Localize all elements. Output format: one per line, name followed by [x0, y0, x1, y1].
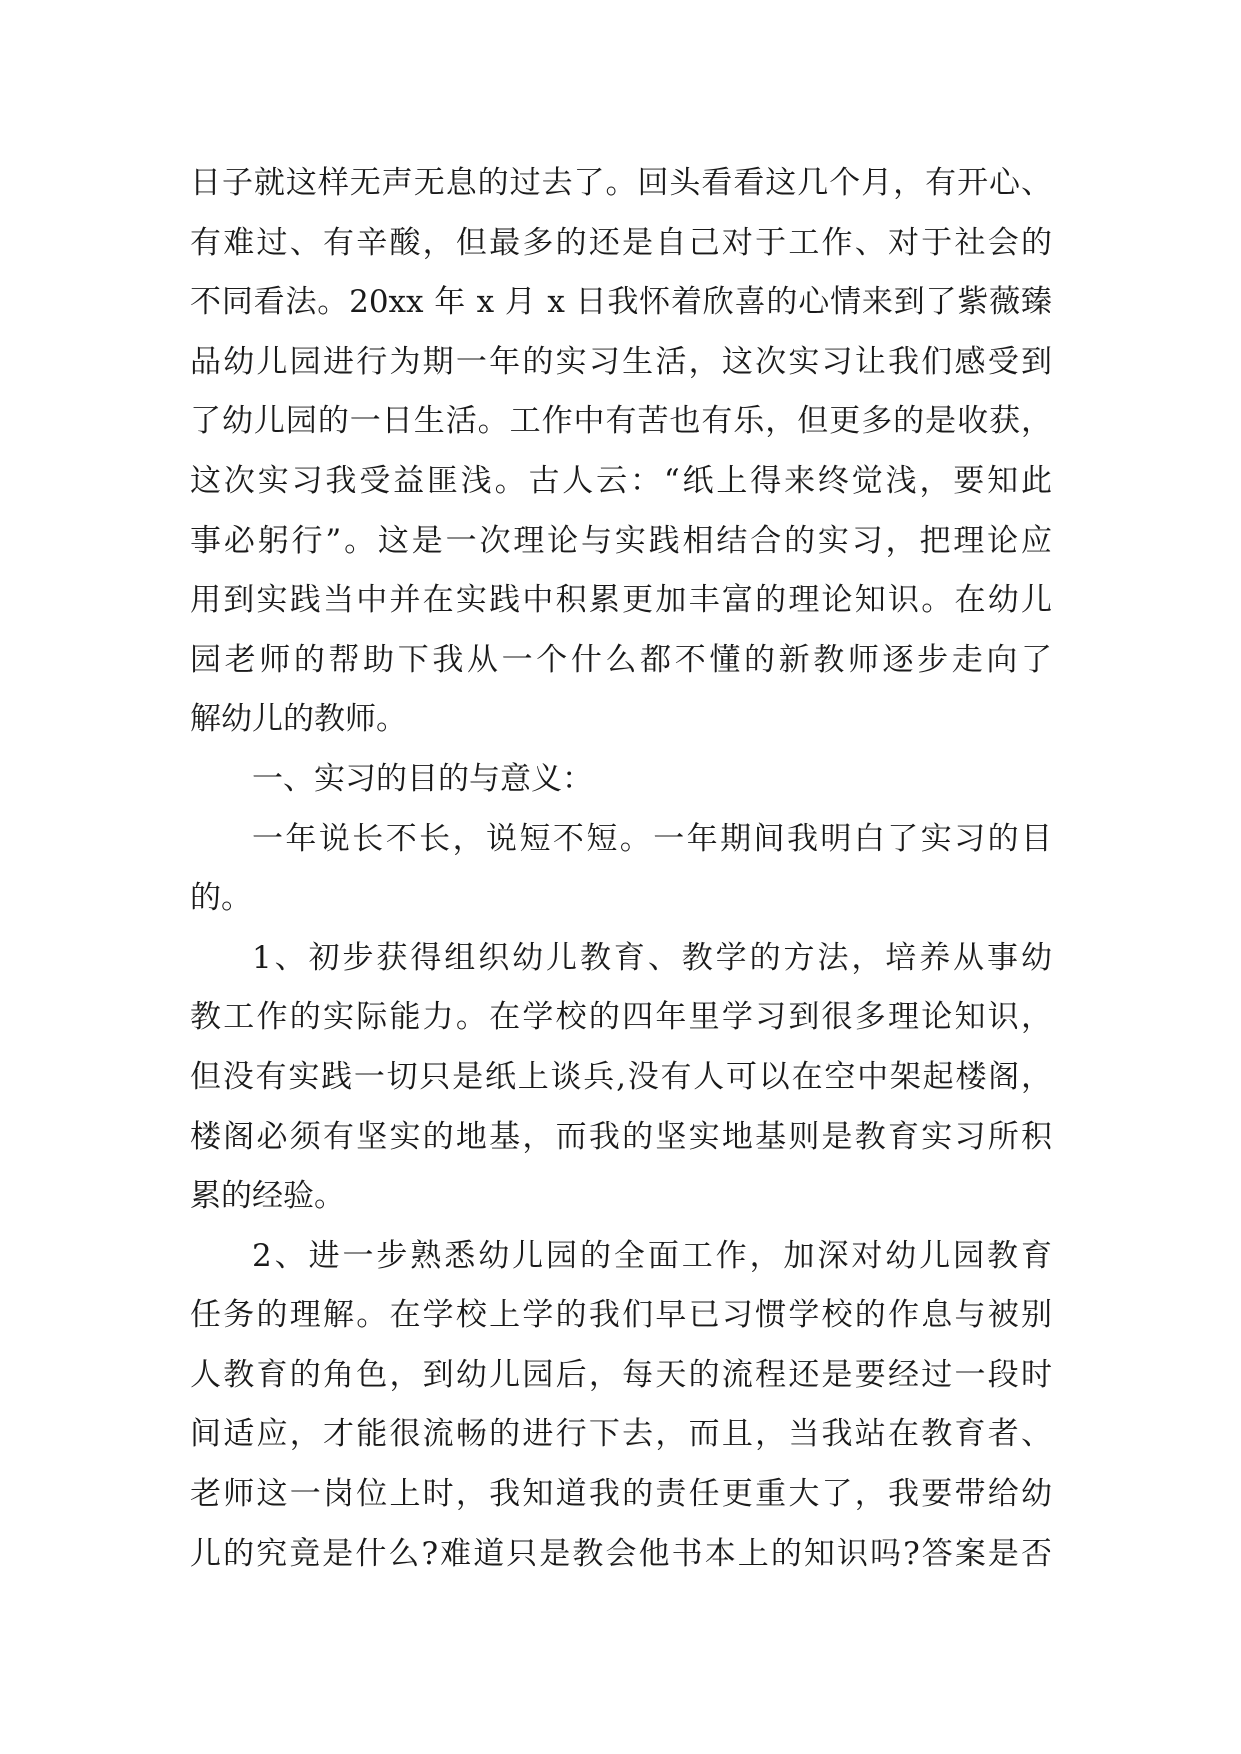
text-line: 累的经验。: [190, 1178, 345, 1215]
text-line: 日子就这样无声无息的过去了。回头看看这几个月，有开心、: [190, 165, 1052, 201]
text-line: 但没有实践一切只是纸上谈兵,没有人可以在空中架起楼阁，: [190, 1058, 1052, 1095]
text-line: 老师这一岗位上时，我知道我的责任更重大了，我要带给幼: [190, 1476, 1052, 1513]
text-line: 一年说长不长，说短不短。一年期间我明白了实习的目: [252, 820, 1052, 857]
text-line: 事必躬行”。这是一次理论与实践相结合的实习，把理论应: [190, 522, 1052, 559]
paragraph-item-2: [190, 1227, 1052, 1585]
text-line: 解幼儿的教师。: [190, 701, 407, 738]
text-line: 1、初步获得组织幼儿教育、教学的方法，培养从事幼: [252, 939, 1052, 976]
text-line: 不同看法。20xx 年 x 月 x 日我怀着欣喜的心情来到了紫薇臻: [190, 284, 1052, 321]
text-line: 这次实习我受益匪浅。古人云：“纸上得来终觉浅，要知此: [190, 462, 1052, 499]
text-line: 人教育的角色，到幼儿园后，每天的流程还是要经过一段时: [190, 1356, 1052, 1393]
text-line: 楼阁必须有坚实的地基，而我的坚实地基则是教育实习所积: [190, 1118, 1052, 1155]
text-line: 间适应，才能很流畅的进行下去，而且，当我站在教育者、: [190, 1416, 1052, 1453]
text-line: 品幼儿园进行为期一年的实习生活，这次实习让我们感受到: [190, 343, 1052, 380]
paragraph-intro: [190, 154, 1052, 750]
text-line: 教工作的实际能力。在学校的四年里学习到很多理论知识，: [190, 999, 1052, 1036]
text-line: 任务的理解。在学校上学的我们早已习惯学校的作息与被别: [190, 1297, 1052, 1334]
text-line: 有难过、有辛酸，但最多的还是自己对于工作、对于社会的: [190, 224, 1052, 261]
text-line: 儿的究竟是什么?难道只是教会他书本上的知识吗?答案是否: [190, 1535, 1052, 1572]
document-body: [190, 154, 1052, 1584]
text-line: 2、进一步熟悉幼儿园的全面工作，加深对幼儿园教育: [252, 1237, 1052, 1274]
text-line: 的。: [190, 880, 252, 917]
text-line: 了幼儿园的一日生活。工作中有苦也有乐，但更多的是收获，: [190, 403, 1052, 440]
text-line: 用到实践当中并在实践中积累更加丰富的理论知识。在幼儿: [190, 582, 1052, 619]
text-line: 园老师的帮助下我从一个什么都不懂的新教师逐步走向了: [190, 641, 1052, 678]
paragraph-purpose: [190, 810, 1052, 929]
paragraph-item-1: [190, 929, 1052, 1227]
section-heading: [190, 750, 1052, 810]
heading-line: 一、实习的目的与意义：: [252, 760, 593, 797]
